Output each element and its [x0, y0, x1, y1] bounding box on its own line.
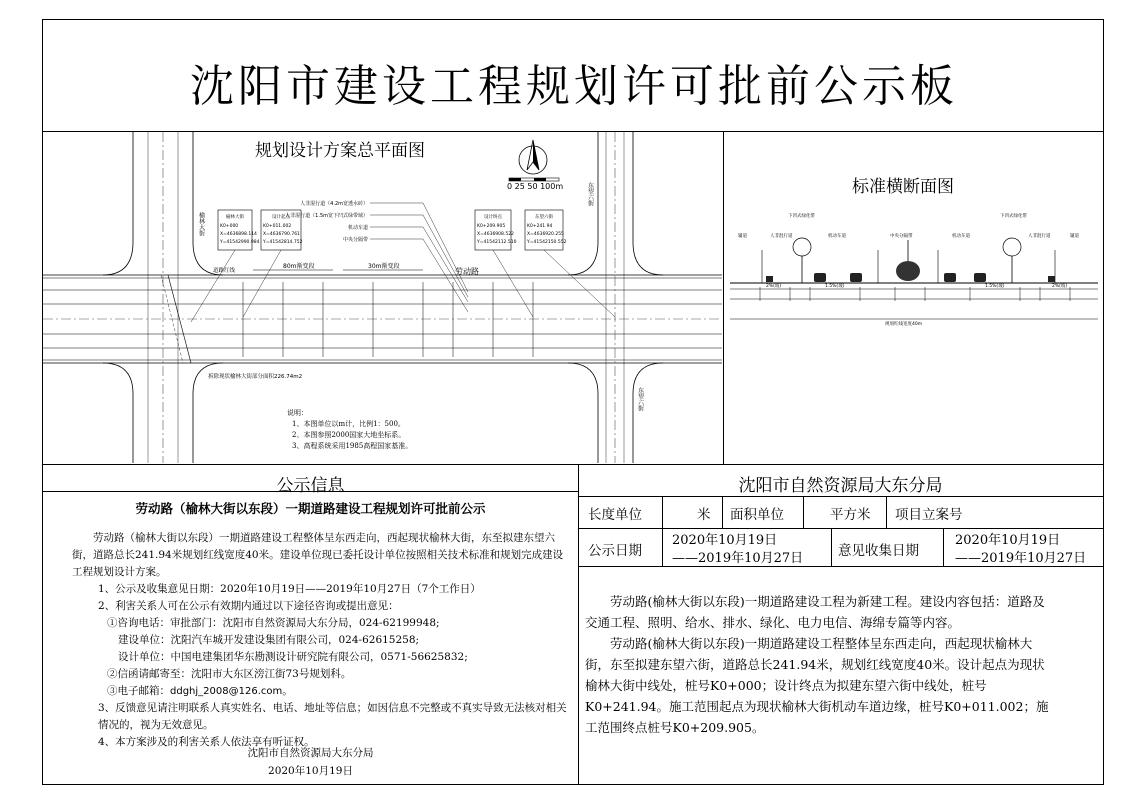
opinion-date-label: 意见收集日期 [838, 543, 919, 559]
section-label: 机动车道 [828, 234, 846, 239]
right-cross-road [568, 132, 663, 463]
median-shrub-icon [896, 240, 920, 281]
plan-divider [723, 131, 724, 464]
notice-item-4: 4、本方案涉及的利害关系人依法享有听证权。 [98, 736, 315, 748]
legend-item: 人非混行道（1.5m宽下凹式绿带域） [285, 213, 368, 219]
board-title: 沈阳市建设工程规划许可批前公示板 [190, 61, 958, 112]
svg-text:榆林大街: 榆林大街 [226, 215, 244, 220]
plan-title: 规划设计方案总平面图 [255, 141, 425, 161]
station-marks [243, 282, 533, 357]
project-description-2: 劳动路(榆林大街以东段)一期道路建设工程整体呈东西走向，西起现状榆林大街，东至拟建东望六街，道路总长241.94米，规划红线宽度40米。设计起点为现状榆林大街中线处，桩号K0+000；设计终点为拟建东望六街中线处，桩号K0+241.94。施工范围起点为现状榆林大街机动车道边缘，桩号K0+011.002；施工范围终点桩号K0+209.905。 [585, 636, 1049, 735]
right-road-label: 东望六街 [586, 182, 594, 206]
red-line-width-label: 规划红线宽度40m [885, 322, 923, 327]
notice-item-2: 2、利害关系人可在公示有效期内通过以下途径咨询或提出意见： [98, 600, 399, 612]
section-label: 人非混行道 [770, 234, 793, 239]
main-road [43, 275, 722, 363]
svg-text:Y=41542814.752: Y=41542814.752 [263, 240, 303, 245]
bottom-divider [578, 464, 579, 785]
svg-text:K0+241.94: K0+241.94 [527, 224, 553, 229]
length-unit-value: 米 [697, 507, 711, 523]
right-road-label-b: 东望六街 [636, 387, 644, 411]
tree-icon [1003, 238, 1021, 283]
legend-item: 人非混行道（4.2m宽透水砖） [300, 201, 368, 207]
svg-text:X=4636790.761: X=4636790.761 [263, 232, 300, 237]
notice-date-start: 2020年10月19日 [672, 533, 778, 548]
notice-contact-mail: ②信函请邮寄至：沈阳市大东区滂江街73号规划科。 [107, 668, 352, 680]
email-link[interactable]: ddghj_2008@126.com [170, 686, 283, 697]
notice-date-end: ——2019年10月27日 [672, 551, 804, 566]
tree-icon [793, 238, 811, 283]
section-label: 机动车道 [952, 234, 970, 239]
section-title: 标准横断面图 [852, 177, 954, 197]
scale-bar [507, 178, 563, 191]
section-label: 辅道 [1070, 234, 1079, 239]
notice-contact-designer: 设计单位：中国电建集团华东勘测设计研究院有限公司，0571-56625832; [118, 651, 468, 663]
svg-text:设计起点: 设计起点 [272, 215, 290, 220]
slope-label: 2%(坡) [766, 284, 782, 289]
notice-subtitle: 劳动路（榆林大街以东段）一期道路建设工程规划许可批前公示 [135, 501, 486, 516]
opinion-date-end: ——2019年10月27日 [955, 551, 1087, 566]
section-label: 辅道 [738, 234, 747, 239]
notice-date-label: 公示日期 [588, 543, 642, 559]
cross-section-drawing [730, 195, 1098, 335]
notice-title-rule [43, 491, 578, 492]
table-rule-3 [578, 566, 1104, 567]
plan-legend [285, 200, 468, 312]
middle-divider [42, 464, 1104, 465]
svg-text:Y=41542150.552: Y=41542150.552 [527, 240, 567, 245]
opinion-date-start: 2020年10月19日 [955, 533, 1061, 548]
section-label: 中央分隔带 [890, 234, 913, 239]
project-description [585, 591, 1055, 738]
dim-a-label: 80m渐变段 [283, 263, 315, 270]
project-description-1: 劳动路(榆林大街以东段)一期道路建设工程为新建工程。建设内容包括：道路及交通工程、照明、给水、排水、绿化、电力电信、海绵专篇等内容。 [585, 594, 1045, 630]
svg-text:东望六街: 东望六街 [535, 215, 553, 220]
coord-box-1 [218, 210, 260, 250]
svg-text:设计终点: 设计终点 [484, 215, 502, 220]
notice-body [72, 530, 572, 751]
section-label: 人非混行道 [1028, 234, 1051, 239]
notice-title: 公示信息 [276, 476, 345, 496]
scale-label: 0 25 50 100m [507, 182, 564, 191]
svg-text:K0+011.002: K0+011.002 [263, 224, 292, 229]
legend-item: 机动车道 [347, 225, 368, 231]
notice-contact-phone: ①咨询电话：审批部门：沈阳市自然资源局大东分局，024-62199948; [107, 617, 440, 629]
svg-text:X=4636898.114: X=4636898.114 [220, 232, 257, 237]
notice-contact-email: ③电子邮箱：ddghj_2008@126.com。 [107, 685, 293, 697]
svg-text:X=4636920.255: X=4636920.255 [527, 232, 564, 237]
svg-text:Y=41542990.984: Y=41542990.984 [220, 240, 260, 245]
area-unit-label: 面积单位 [730, 507, 784, 523]
left-cross-road [103, 132, 223, 463]
north-arrow-icon [519, 140, 547, 174]
section-label: 下凹式绿化带 [1000, 214, 1027, 219]
length-unit-label: 长度单位 [588, 507, 642, 523]
svg-text:Y=41542112.510: Y=41542112.510 [477, 240, 517, 245]
notice-sign-org: 沈阳市自然资源局大东分局 [247, 747, 374, 759]
slope-label: 2%(坡) [1052, 284, 1068, 289]
notice-sign-date: 2020年10月19日 [268, 765, 353, 777]
notice-intro: 劳动路（榆林大街以东段）一期道路建设工程整体呈东西走向，西起现状榆林大街，东至拟建东望六街，道路总长241.94米规划红线宽度40米。建设单位现已委托设计单位按照相关技术标准和规划完成建设工程规划设计方案。 [72, 532, 564, 578]
project-number-label: 项目立案号 [895, 507, 963, 523]
coord-box-3 [475, 210, 517, 250]
slope-label: 1.5%(坡) [825, 284, 845, 289]
svg-text:K0+209.905: K0+209.905 [477, 224, 506, 229]
legend-item: 中央分隔带 [342, 237, 368, 243]
area-label: 拆除现状榆林大街部分面积226.74m2 [208, 374, 303, 380]
red-line-label: 道路红线 [213, 268, 236, 274]
bureau-name: 沈阳市自然资源局大东分局 [738, 476, 943, 496]
area-unit-value: 平方米 [830, 507, 871, 523]
notice-item-3: 3、反馈意见请注明联系人真实姓名、电话、地址等信息；如因信息不完整或不真实导致无法核对相关情况的，视为无效意见。 [98, 702, 567, 731]
dim-b-label: 30m渐变段 [368, 263, 400, 270]
plan-notes: 说明： 1、本图单位以m计，比例1：500。 2、本图参照2000国家大地坐标系。 3、高程系统采用1985高程国家基准。 [287, 409, 413, 450]
coord-box-4 [525, 210, 567, 250]
left-road-label: 榆林大街 [197, 212, 205, 236]
slope-label: 1.5%(坡) [985, 284, 1005, 289]
road-name-label: 劳动路 [455, 267, 479, 276]
table-rule-1 [578, 496, 1104, 497]
notice-item-1: 1、公示及收集意见日期：2020年10月19日——2019年10月27日（7个工作日） [98, 583, 481, 595]
svg-text:K0+000: K0+000 [220, 224, 239, 229]
section-label: 下凹式绿化带 [788, 214, 815, 219]
svg-text:X=4636908.522: X=4636908.522 [477, 232, 514, 237]
notice-contact-builder: 建设单位：沈阳汽车城开发建设集团有限公司，024-62615258; [118, 634, 420, 646]
